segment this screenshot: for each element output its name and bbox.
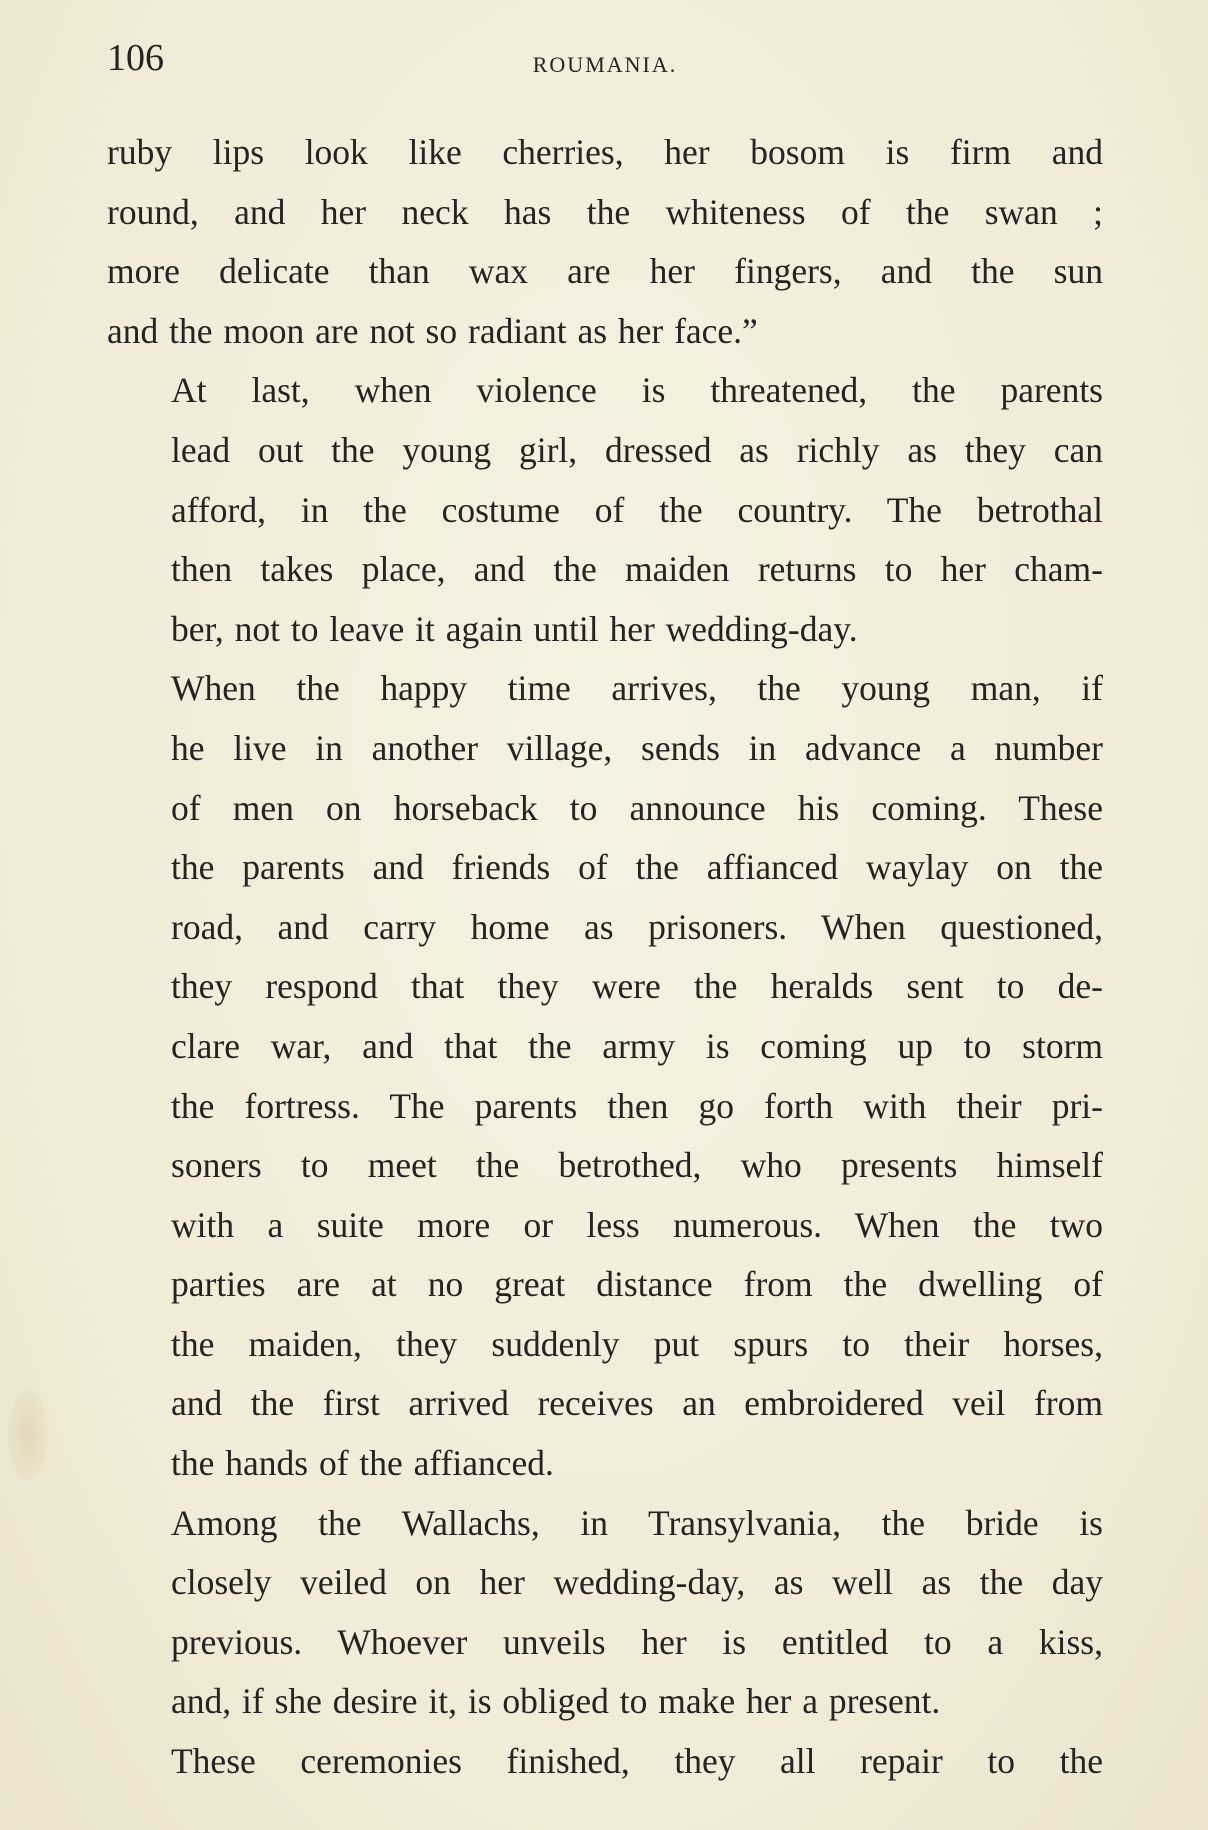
paragraph-4: [107, 1494, 1103, 1732]
paragraph-5: [107, 1732, 1103, 1792]
body-text: [107, 123, 1103, 1792]
text-line: more delicate than wax are her fingers, and the sun: [107, 251, 1103, 292]
text-line: previous. Whoever unveils her is entitled to a kiss,: [171, 1621, 1103, 1662]
text-line: the maiden, they suddenly put spurs to their horses,: [171, 1323, 1103, 1364]
text-line: afford, in the costume of the country. The betrothal: [171, 489, 1103, 530]
text-line: round, and her neck has the whiteness of the swan ;: [107, 191, 1103, 232]
text-line: Among the Wallachs, in Transylvania, the bride is: [171, 1502, 1103, 1543]
text-line: of men on horseback to announce his coming. These: [171, 787, 1103, 828]
text-line: and the moon are not so radiant as her face.”: [107, 310, 758, 351]
paragraph-2: [107, 361, 1103, 659]
page-number: 106: [107, 37, 164, 79]
text-line: with a suite more or less numerous. When the two: [171, 1204, 1103, 1245]
text-line: road, and carry home as prisoners. When questioned,: [171, 906, 1103, 947]
text-line: lead out the young girl, dressed as richly as they can: [171, 429, 1103, 470]
paragraph-1: [107, 123, 1103, 361]
text-line: When the happy time arrives, the young man, if: [171, 668, 1103, 709]
text-line: soners to meet the betrothed, who presents himself: [171, 1145, 1103, 1186]
text-line: closely veiled on her wedding-day, as well as the day: [171, 1562, 1103, 1603]
text-line: then takes place, and the maiden returns to her cham-: [171, 549, 1103, 590]
text-line: and the first arrived receives an embroidered veil from: [171, 1383, 1103, 1424]
text-line: they respond that they were the heralds sent to de-: [171, 966, 1103, 1007]
text-line: and, if she desire it, is obliged to make her a present.: [171, 1681, 941, 1722]
text-line: parties are at no great distance from the dwelling of: [171, 1264, 1103, 1305]
running-head: ROUMANIA.: [532, 52, 678, 77]
text-line: ruby lips look like cherries, her bosom is firm and: [107, 132, 1103, 172]
text-line: These ceremonies finished, they all repair to the: [171, 1741, 1103, 1782]
text-line: ber, not to leave it again until her wedding-day.: [171, 608, 858, 649]
page-header: [107, 30, 1103, 82]
paper-stain: [8, 1390, 48, 1480]
text-line: he live in another village, sends in advance a number: [171, 727, 1103, 768]
text-line: clare war, and that the army is coming up to storm: [171, 1025, 1103, 1066]
text-line: At last, when violence is threatened, the parents: [171, 370, 1103, 411]
text-line: the parents and friends of the affianced waylay on the: [171, 847, 1103, 888]
text-line: the fortress. The parents then go forth with their pri-: [171, 1085, 1103, 1126]
paragraph-3: [107, 659, 1103, 1493]
text-line: the hands of the affianced.: [171, 1443, 554, 1484]
